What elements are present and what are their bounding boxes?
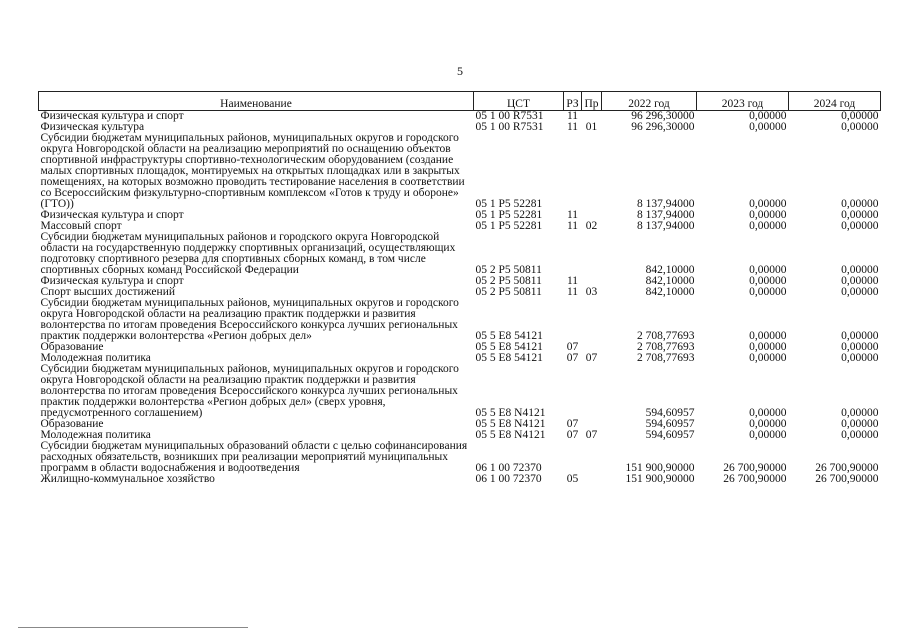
- cell-y2024: 0,00000: [841, 429, 879, 441]
- cell-y2023: 26 700,90000: [723, 473, 787, 485]
- cell-pr: [582, 232, 602, 276]
- cell-y2023: 0,00000: [749, 330, 787, 342]
- cell-cst: 05 2 P5 50811: [475, 264, 542, 276]
- cell-y2024: 0,00000: [841, 407, 879, 419]
- cell-y2023: 0,00000: [749, 264, 787, 276]
- cell-pr: 07: [585, 352, 598, 364]
- cell-rz: 07: [566, 418, 579, 430]
- cell-y2024: 0,00000: [841, 341, 879, 353]
- cell-y2023: 0,00000: [749, 220, 787, 232]
- cell-name: Образование: [40, 418, 104, 430]
- cell-rz: 07: [566, 341, 579, 353]
- cell-y2022: 594,60957: [645, 407, 695, 419]
- cell-pr: [582, 364, 602, 419]
- cell-y2023: 0,00000: [749, 121, 787, 133]
- cell-rz: 11: [566, 121, 579, 133]
- cell-y2023: 0,00000: [749, 198, 787, 210]
- cell-cst: 05 1 P5 52281: [475, 209, 543, 221]
- cell-name: Физическая культура и спорт: [40, 110, 184, 122]
- cell-rz: [564, 133, 582, 210]
- cell-y2023: 0,00000: [749, 418, 787, 430]
- cell-pr: [582, 133, 602, 210]
- cell-rz: 11: [566, 275, 579, 287]
- cell-cst: 05 5 E8 N4121: [475, 407, 546, 419]
- cell-y2022: 594,60957: [645, 418, 695, 430]
- cell-name: Образование: [40, 341, 104, 353]
- cell-rz: 07: [566, 429, 579, 441]
- cell-y2022: 8 137,94000: [637, 198, 695, 210]
- header-pr: Пр: [582, 92, 602, 111]
- cell-y2022: 842,10000: [645, 275, 695, 287]
- page-number: 5: [457, 64, 463, 78]
- cell-rz: [564, 364, 582, 419]
- cell-rz: [564, 441, 582, 474]
- cell-y2024: 0,00000: [841, 264, 879, 276]
- cell-y2022: 151 900,90000: [625, 462, 695, 474]
- cell-y2022: 2 708,77693: [637, 352, 695, 364]
- cell-pr: 07: [585, 429, 598, 441]
- cell-y2024: 0,00000: [841, 220, 879, 232]
- header-2024: 2024 год: [789, 92, 881, 111]
- table-row: [39, 232, 881, 276]
- header-2023: 2023 год: [697, 92, 789, 111]
- cell-name: Физическая культура и спорт: [40, 209, 184, 221]
- cell-y2022: 2 708,77693: [637, 341, 695, 353]
- cell-name: Массовый спорт: [40, 220, 122, 232]
- cell-cst: 05 1 00 R7531: [475, 110, 544, 122]
- cell-y2022: 151 900,90000: [625, 473, 695, 485]
- cell-rz: 07: [566, 352, 579, 364]
- cell-name: Субсидии бюджетам муниципальных районов и городского округа Новгородской области на государственную поддержку спортивных организаций, осуществляющих подготовку спортивного резерва для спортивных сборных команд, в том числе спортивных сборных команд Российской Федерации: [40, 231, 456, 276]
- footer-rule: [18, 627, 248, 628]
- cell-y2022: 2 708,77693: [637, 330, 695, 342]
- cell-cst: 05 2 P5 50811: [475, 275, 542, 287]
- cell-cst: 05 5 E8 N4121: [475, 418, 546, 430]
- cell-y2023: 0,00000: [749, 429, 787, 441]
- cell-rz: 11: [566, 220, 579, 232]
- cell-pr: 02: [585, 220, 598, 232]
- cell-name: Физическая культура и спорт: [40, 275, 184, 287]
- cell-rz: 11: [566, 286, 579, 298]
- cell-cst: 05 5 E8 54121: [475, 341, 543, 353]
- cell-y2022: 8 137,94000: [637, 220, 695, 232]
- cell-rz: 11: [566, 209, 579, 221]
- cell-rz: [564, 232, 582, 276]
- cell-y2022: 594,60957: [645, 429, 695, 441]
- cell-pr: [582, 298, 602, 342]
- cell-cst: 06 1 00 72370: [475, 473, 542, 485]
- table-row: [39, 364, 881, 419]
- cell-cst: 05 5 E8 54121: [475, 352, 543, 364]
- cell-pr: 01: [585, 121, 598, 133]
- table-header-row: [39, 92, 881, 111]
- cell-y2024: 26 700,90000: [815, 462, 879, 474]
- cell-cst: 05 1 P5 52281: [475, 220, 543, 232]
- cell-y2023: 0,00000: [749, 110, 787, 122]
- cell-name: Физическая культура: [40, 121, 145, 133]
- cell-y2023: 0,00000: [749, 352, 787, 364]
- cell-name: Субсидии бюджетам муниципальных районов, муниципальных округов и городского округа Новгородской области на реализацию практик поддержки и развития волонтерства по итогам проведения Всероссийского конкурса лучших региональных практик поддержки волонтерства «Регион добрых дел» (сверх уровня, предусмотренного соглашением): [40, 363, 459, 419]
- cell-name: Молодежная политика: [40, 429, 151, 441]
- cell-pr: 03: [585, 286, 598, 298]
- cell-y2023: 0,00000: [749, 407, 787, 419]
- header-name: Наименование: [39, 92, 474, 111]
- cell-y2023: 0,00000: [749, 209, 787, 221]
- cell-y2023: 0,00000: [749, 341, 787, 353]
- cell-rz: [564, 298, 582, 342]
- table-row: [39, 441, 881, 474]
- cell-cst: 05 5 E8 54121: [475, 330, 543, 342]
- header-2022: 2022 год: [602, 92, 697, 111]
- cell-y2022: 842,10000: [645, 264, 695, 276]
- cell-y2024: 0,00000: [841, 330, 879, 342]
- cell-y2023: 0,00000: [749, 286, 787, 298]
- cell-pr: [582, 441, 602, 474]
- cell-rz: 11: [566, 110, 579, 122]
- cell-y2024: 0,00000: [841, 110, 879, 122]
- cell-name: Субсидии бюджетам муниципальных районов, муниципальных округов и городского округа Новгородской области на реализацию практик поддержки и развития волонтерства по итогам проведения Всероссийского конкурса лучших региональных практик поддержки волонтерства «Регион добрых дел»: [40, 297, 459, 342]
- table-row: [39, 474, 881, 485]
- cell-y2022: 96 296,30000: [631, 110, 695, 122]
- cell-y2022: 842,10000: [645, 286, 695, 298]
- cell-y2022: 96 296,30000: [631, 121, 695, 133]
- cell-name: Субсидии бюджетам муниципальных образований области с целью софинансирования расходных обязательств, возникших при реализации мероприятий муниципальных программ в области водоснабжения и водоотведения: [40, 440, 468, 474]
- cell-pr: [582, 474, 602, 485]
- cell-y2024: 0,00000: [841, 121, 879, 133]
- cell-y2023: 0,00000: [749, 275, 787, 287]
- budget-table: [38, 91, 881, 485]
- cell-name: Спорт высших достижений: [40, 286, 176, 298]
- cell-y2024: 0,00000: [841, 209, 879, 221]
- cell-y2024: 0,00000: [841, 286, 879, 298]
- cell-cst: 05 1 00 R7531: [475, 121, 544, 133]
- cell-name: Субсидии бюджетам муниципальных районов, муниципальных округов и городского округа Новгородской области на реализацию мероприятий по оснащению объектов спортивной инфраструктуры спортивно-технологическим оборудованием (создание малых спортивных площадок, монтируемых на открытых площадках или в закрытых помещениях, на которых возможно проводить тестирование населения в соответствии со Всероссийским физкультурно-спортивным комплексом «Готов к труду и обороне» (ГТО)): [40, 132, 465, 210]
- cell-y2024: 0,00000: [841, 198, 879, 210]
- cell-y2022: 8 137,94000: [637, 209, 695, 221]
- cell-y2024: 0,00000: [841, 418, 879, 430]
- cell-y2024: 0,00000: [841, 275, 879, 287]
- table-row: [39, 298, 881, 342]
- cell-y2024: 26 700,90000: [815, 473, 879, 485]
- header-rz: РЗ: [564, 92, 582, 111]
- cell-cst: 05 5 E8 N4121: [475, 429, 546, 441]
- cell-name: Жилищно-коммунальное хозяйство: [40, 473, 215, 485]
- cell-y2023: 26 700,90000: [723, 462, 787, 474]
- cell-rz: 05: [566, 473, 579, 485]
- table-row: [39, 133, 881, 210]
- cell-cst: 06 1 00 72370: [475, 462, 542, 474]
- cell-y2024: 0,00000: [841, 352, 879, 364]
- cell-name: Молодежная политика: [40, 352, 151, 364]
- header-cst: ЦСТ: [474, 92, 564, 111]
- cell-cst: 05 2 P5 50811: [475, 286, 542, 298]
- cell-cst: 05 1 P5 52281: [475, 198, 543, 210]
